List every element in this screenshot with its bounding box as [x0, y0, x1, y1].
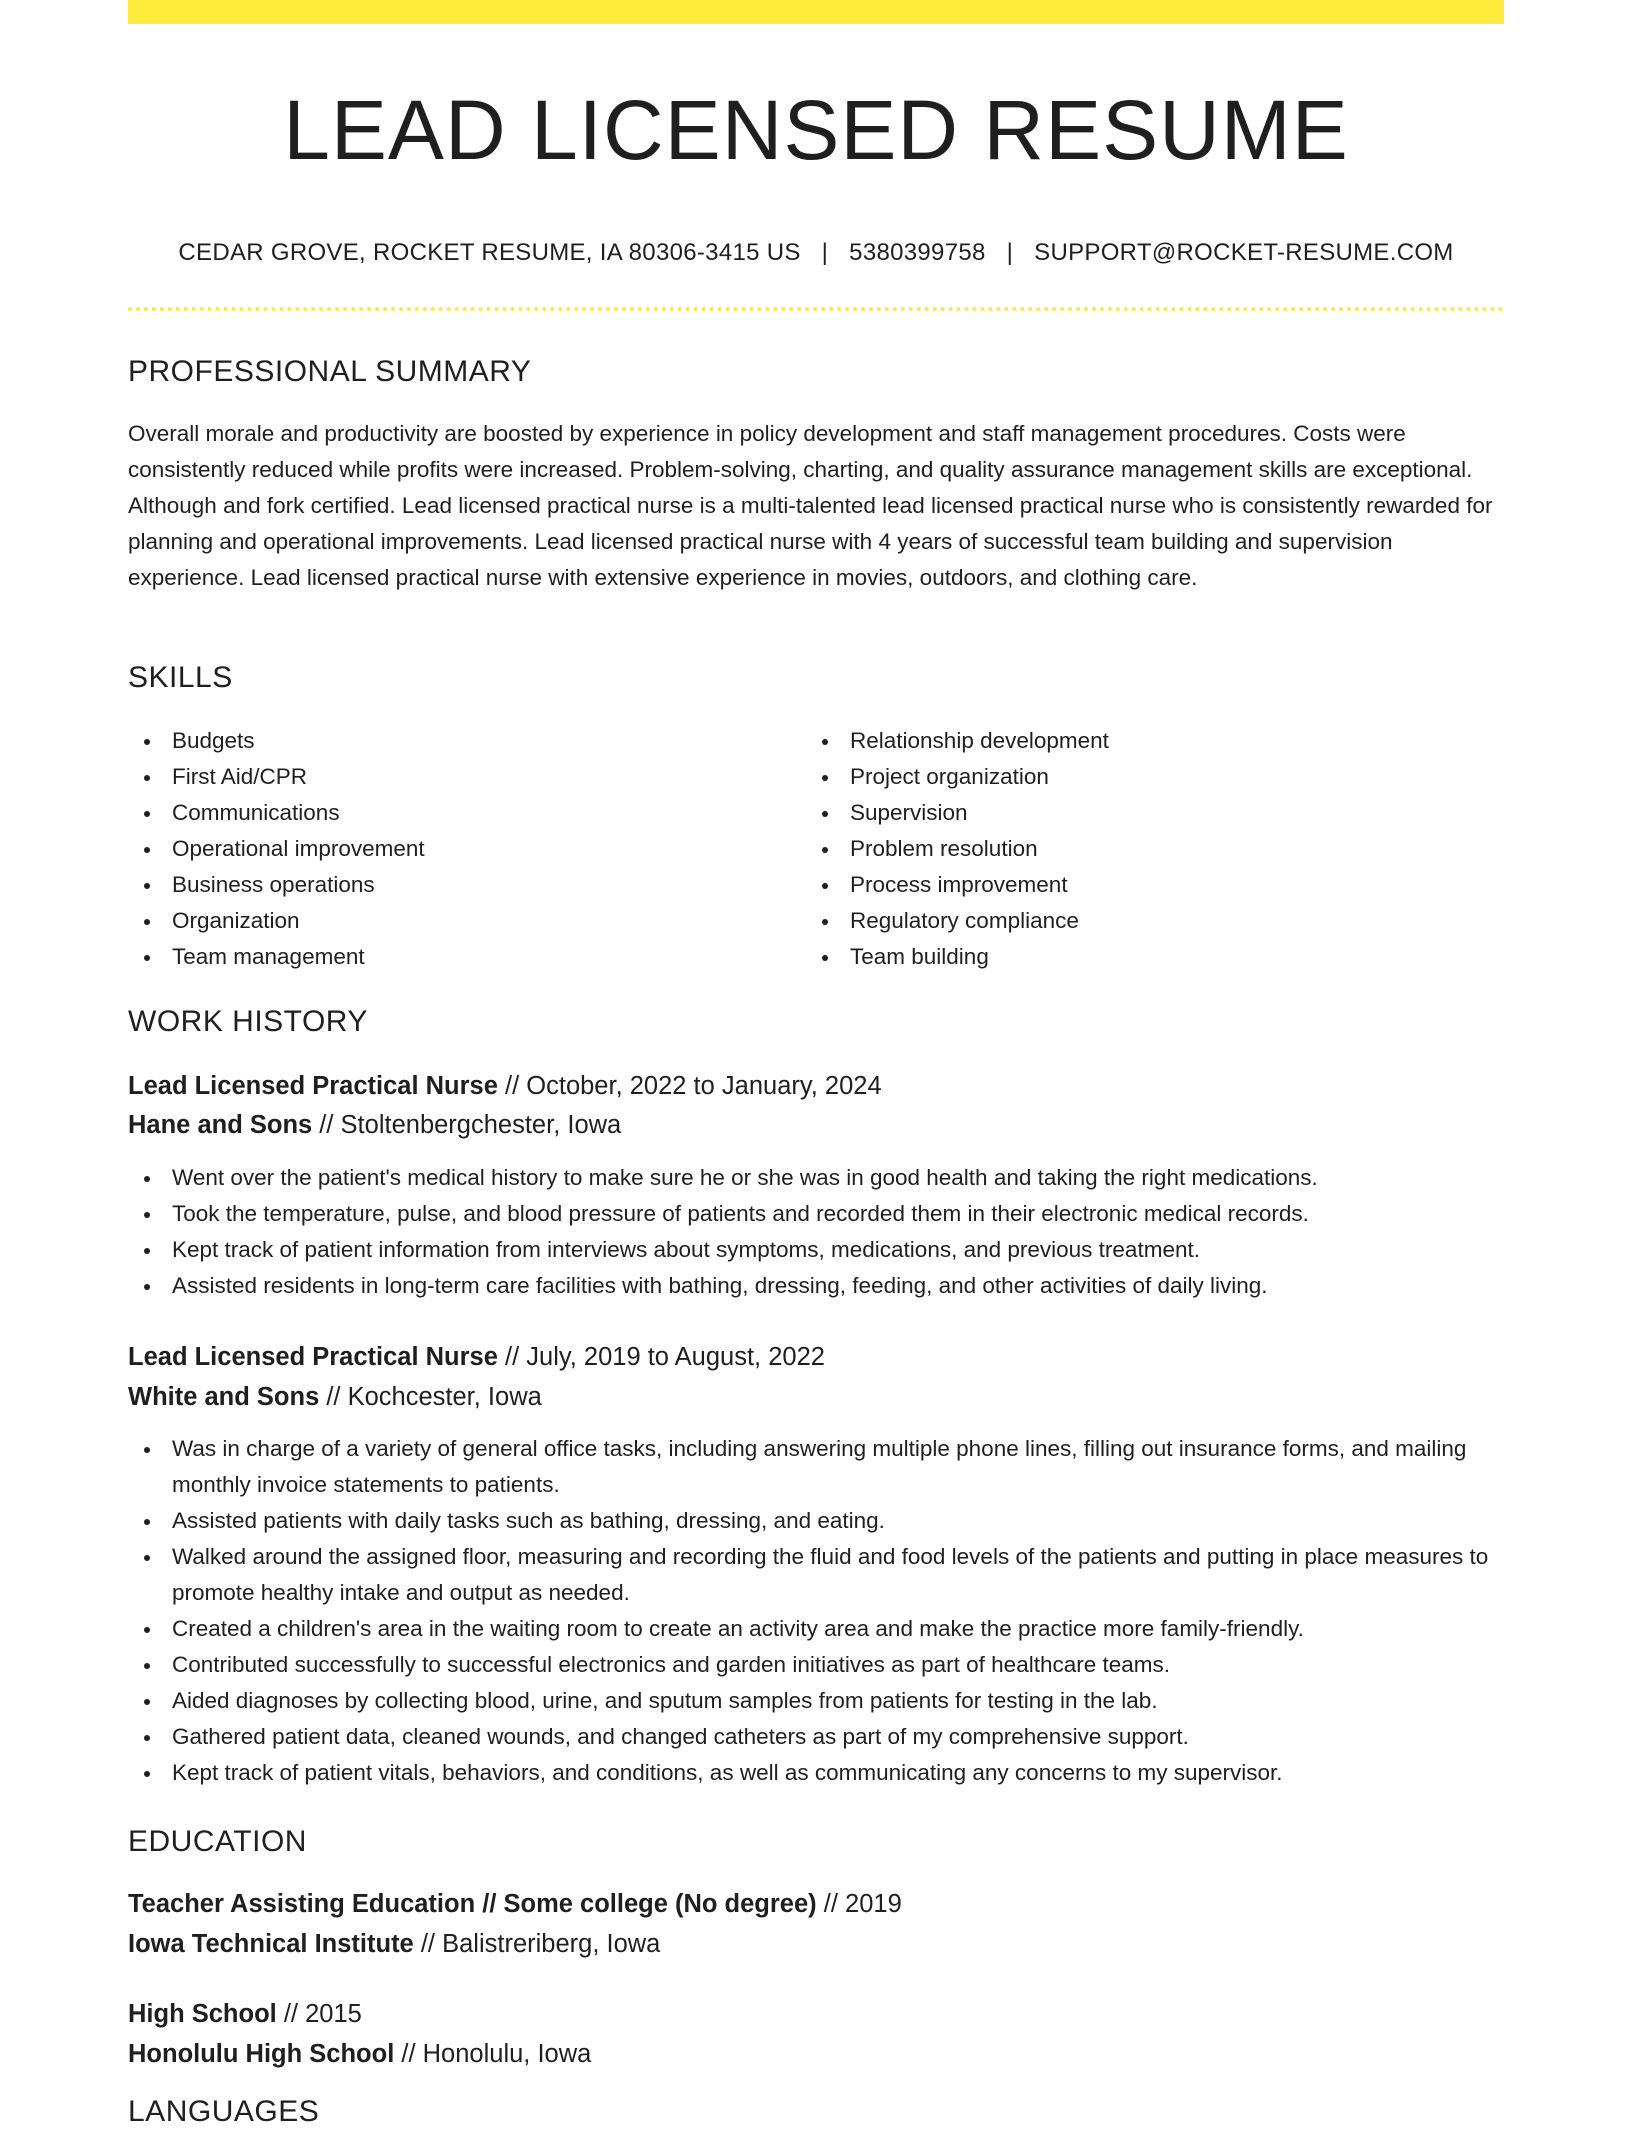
skill-item: Business operations: [128, 867, 788, 903]
job-bullet: Kept track of patient vitals, behaviors, and conditions, as well as communicating any concerns to my supervisor.: [128, 1755, 1504, 1791]
job-bullet: Assisted patients with daily tasks such as bathing, dressing, and eating.: [128, 1503, 1504, 1539]
edu-degree-line: [128, 1994, 362, 2034]
job-employer: White and Sons: [128, 1383, 320, 1411]
skill-item: Operational improvement: [128, 831, 788, 867]
job-title-line: [128, 1066, 882, 1106]
skill-item: Regulatory compliance: [806, 903, 1466, 939]
education-heading: EDUCATION: [128, 1825, 307, 1858]
skills-list-left: [128, 723, 788, 975]
skills-list-right: [806, 723, 1466, 975]
skill-item: Budgets: [128, 723, 788, 759]
skill-item: Project organization: [806, 759, 1466, 795]
edu-school-line: [128, 1924, 660, 1964]
edu-year: // 2015: [283, 2000, 362, 2028]
skill-item: First Aid/CPR: [128, 759, 788, 795]
skill-item: Supervision: [806, 795, 1466, 831]
skill-item: Team building: [806, 939, 1466, 975]
job-location: // Kochcester, Iowa: [326, 1383, 542, 1411]
job-bullets: [128, 1160, 1504, 1304]
job-employer-line: [128, 1377, 542, 1417]
job-dates: // July, 2019 to August, 2022: [505, 1343, 825, 1371]
skills-heading: SKILLS: [128, 661, 233, 694]
job-role: Lead Licensed Practical Nurse: [128, 1343, 498, 1371]
job-bullet: Aided diagnoses by collecting blood, urine, and sputum samples from patients for testing in the lab.: [128, 1683, 1504, 1719]
job-bullet: Contributed successfully to successful electronics and garden initiatives as part of healthcare teams.: [128, 1647, 1504, 1683]
job-bullet: Walked around the assigned floor, measuring and recording the fluid and food levels of the patients and putting in place measures to promote healthy intake and output as needed.: [128, 1539, 1504, 1611]
edu-year: // 2019: [823, 1890, 902, 1918]
work-heading: WORK HISTORY: [128, 1005, 368, 1038]
edu-school: Honolulu High School: [128, 2040, 395, 2068]
job-role: Lead Licensed Practical Nurse: [128, 1072, 498, 1100]
job-employer-line: [128, 1105, 621, 1145]
job-bullet: Created a children's area in the waiting room to create an activity area and make the practice more family-friendly.: [128, 1611, 1504, 1647]
accent-top-bar: [128, 0, 1504, 24]
edu-degree: High School: [128, 2000, 277, 2028]
job-bullet: Took the temperature, pulse, and blood pressure of patients and recorded them in their electronic medical records.: [128, 1196, 1504, 1232]
skill-item: Process improvement: [806, 867, 1466, 903]
job-bullet: Gathered patient data, cleaned wounds, and changed catheters as part of my comprehensive support.: [128, 1719, 1504, 1755]
contact-line: [128, 236, 1504, 270]
skill-item: Organization: [128, 903, 788, 939]
skill-item: Relationship development: [806, 723, 1466, 759]
job-bullets: [128, 1431, 1504, 1791]
edu-location: // Balistreriberg, Iowa: [420, 1930, 661, 1958]
job-location: // Stoltenbergchester, Iowa: [319, 1111, 622, 1139]
edu-degree: Teacher Assisting Education // Some college (No degree): [128, 1890, 817, 1918]
job-employer: Hane and Sons: [128, 1111, 313, 1139]
job-bullet: Was in charge of a variety of general office tasks, including answering multiple phone lines, filling out insurance forms, and mailing monthly invoice statements to patients.: [128, 1431, 1504, 1503]
contact-email: SUPPORT@ROCKET-RESUME.COM: [1034, 239, 1454, 266]
contact-address: CEDAR GROVE, ROCKET RESUME, IA 80306-3415 US: [178, 239, 801, 266]
job-bullet: Kept track of patient information from interviews about symptoms, medications, and previous treatment.: [128, 1232, 1504, 1268]
contact-separator: |: [821, 239, 829, 266]
edu-degree-line: [128, 1884, 902, 1924]
job-bullet: Went over the patient's medical history to make sure he or she was in good health and taking the right medications.: [128, 1160, 1504, 1196]
languages-heading: LANGUAGES: [128, 2095, 320, 2128]
job-title-line: [128, 1337, 825, 1377]
dotted-divider: [128, 307, 1504, 311]
resume-name: LEAD LICENSED RESUME: [283, 83, 1349, 177]
edu-location: // Honolulu, Iowa: [401, 2040, 592, 2068]
job-dates: // October, 2022 to January, 2024: [505, 1072, 882, 1100]
summary-text: Overall morale and productivity are boosted by experience in policy development and staff management procedures. Costs were consistently reduced while profits were increased. Problem-solving, charting, and quality assurance management skills are exceptional. Although and fork certified. Lead licensed practical nurse is a multi-talented lead licensed practical nurse who is consistently rewarded for planning and operational improvements. Lead licensed practical nurse with 4 years of successful team building and supervision experience. Lead licensed practical nurse with extensive experience in movies, outdoors, and clothing care.: [128, 421, 1493, 590]
skill-item: Team management: [128, 939, 788, 975]
skill-item: Problem resolution: [806, 831, 1466, 867]
contact-separator: |: [1006, 239, 1014, 266]
summary-heading: PROFESSIONAL SUMMARY: [128, 355, 532, 388]
edu-school-line: [128, 2034, 591, 2074]
skill-item: Communications: [128, 795, 788, 831]
edu-school: Iowa Technical Institute: [128, 1930, 414, 1958]
contact-phone: 5380399758: [849, 239, 986, 266]
job-bullet: Assisted residents in long-term care facilities with bathing, dressing, feeding, and other activities of daily living.: [128, 1268, 1504, 1304]
